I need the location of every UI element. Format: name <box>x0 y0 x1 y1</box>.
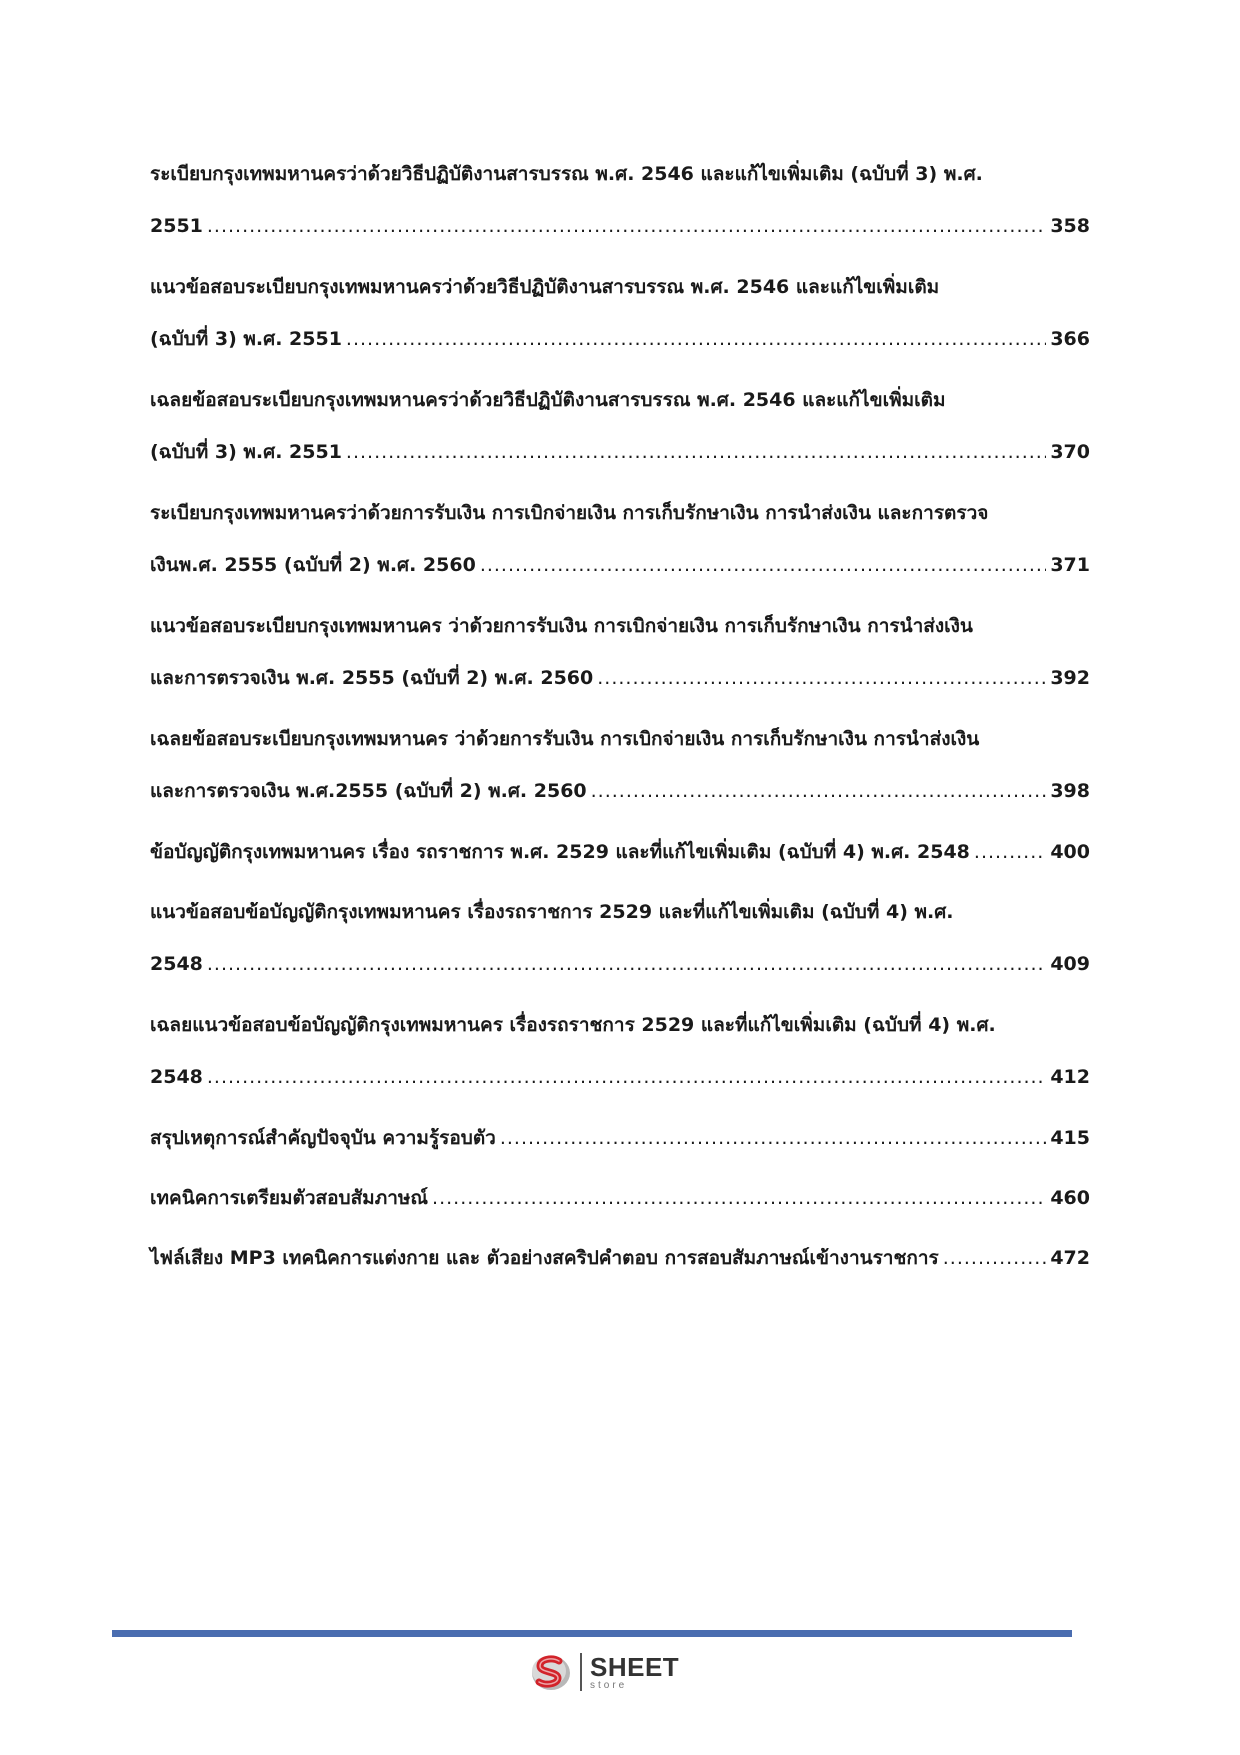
toc-page-number: 392 <box>1050 667 1090 689</box>
toc-page-number: 370 <box>1050 441 1090 463</box>
toc-entry-title: เฉลยข้อสอบระเบียบกรุงเทพมหานคร ว่าด้วยการรับเงิน การเบิกจ่ายเงิน การเก็บรักษาเงิน การนำส่งเงิน <box>150 728 980 750</box>
dot-leader <box>974 826 1046 878</box>
logo-divider <box>580 1653 582 1691</box>
footer-divider <box>112 1630 1072 1637</box>
toc-entry-title-cont: เงินพ.ศ. 2555 (ฉบับที่ 2) พ.ศ. 2560 <box>150 554 476 576</box>
toc-page-number: 366 <box>1050 328 1090 350</box>
toc-entry-title: เฉลยข้อสอบระเบียบกรุงเทพมหานครว่าด้วยวิธีปฏิบัติงานสารบรรณ พ.ศ. 2546 และแก้ไขเพิ่มเติม <box>150 389 946 411</box>
toc-page-number: 371 <box>1050 554 1090 576</box>
dot-leader <box>432 1172 1046 1224</box>
toc-entry-title: ข้อบัญญัติกรุงเทพมหานคร เรื่อง รถราชการ พ.ศ. 2529 และที่แก้ไขเพิ่มเติม (ฉบับที่ 4) พ.ศ. 2548 <box>150 841 970 863</box>
toc-entry[interactable] <box>150 826 1090 878</box>
toc-entry-title-cont: (ฉบับที่ 3) พ.ศ. 2551 <box>150 328 342 350</box>
table-of-contents <box>150 148 1090 1292</box>
toc-entry[interactable] <box>150 1232 1090 1284</box>
toc-entry-title: เฉลยแนวข้อสอบข้อบัญญัติกรุงเทพมหานคร เรื่องรถราชการ 2529 และที่แก้ไขเพิ่มเติม (ฉบับที่ 4) พ.ศ. <box>150 1014 996 1036</box>
toc-page-number: 415 <box>1050 1127 1090 1149</box>
toc-entry-title: ระเบียบกรุงเทพมหานครว่าด้วยการรับเงิน การเบิกจ่ายเงิน การเก็บรักษาเงิน การนำส่งเงิน และการตรวจ <box>150 502 989 524</box>
toc-page-number: 412 <box>1050 1066 1090 1088</box>
toc-page-number: 472 <box>1050 1247 1090 1269</box>
toc-page-number: 400 <box>1050 841 1090 863</box>
dot-leader <box>207 938 1046 990</box>
toc-page-number: 398 <box>1050 780 1090 802</box>
toc-entry-title-cont: 2548 <box>150 953 203 975</box>
dot-leader <box>346 313 1046 365</box>
toc-entry[interactable] <box>150 374 1090 478</box>
toc-entry[interactable] <box>150 999 1090 1103</box>
toc-entry[interactable] <box>150 713 1090 817</box>
dot-leader <box>207 1051 1046 1103</box>
toc-entry-title-cont: (ฉบับที่ 3) พ.ศ. 2551 <box>150 441 342 463</box>
toc-entry-title: สรุปเหตุการณ์สำคัญปัจจุบัน ความรู้รอบตัว <box>150 1127 496 1149</box>
toc-entry-title: แนวข้อสอบข้อบัญญัติกรุงเทพมหานคร เรื่องรถราชการ 2529 และที่แก้ไขเพิ่มเติม (ฉบับที่ 4) พ.ศ. <box>150 901 954 923</box>
toc-entry-title: แนวข้อสอบระเบียบกรุงเทพมหานคร ว่าด้วยการรับเงิน การเบิกจ่ายเงิน การเก็บรักษาเงิน การนำส่งเงิน <box>150 615 973 637</box>
toc-entry-title-cont: และการตรวจเงิน พ.ศ. 2555 (ฉบับที่ 2) พ.ศ. 2560 <box>150 667 594 689</box>
dot-leader <box>597 652 1046 704</box>
toc-page-number: 358 <box>1050 215 1090 237</box>
toc-entry-title: ไฟล์เสียง MP3 เทคนิคการแต่งกาย และ ตัวอย่างสคริปคำตอบ การสอบสัมภาษณ์เข้างานราชการ <box>150 1247 939 1269</box>
toc-entry[interactable] <box>150 261 1090 365</box>
toc-page-number: 460 <box>1050 1187 1090 1209</box>
toc-page-number: 409 <box>1050 953 1090 975</box>
toc-entry-title-cont: และการตรวจเงิน พ.ศ.2555 (ฉบับที่ 2) พ.ศ. 2560 <box>150 780 587 802</box>
toc-entry[interactable] <box>150 600 1090 704</box>
logo-main-text: SHEET <box>590 1651 680 1682</box>
toc-entry[interactable] <box>150 886 1090 990</box>
toc-entry-title-cont: 2551 <box>150 215 203 237</box>
toc-entry[interactable] <box>150 148 1090 252</box>
dot-leader <box>943 1232 1047 1284</box>
dot-leader <box>500 1112 1046 1164</box>
dot-leader <box>207 200 1046 252</box>
toc-entry-title: ระเบียบกรุงเทพมหานครว่าด้วยวิธีปฏิบัติงานสารบรรณ พ.ศ. 2546 และแก้ไขเพิ่มเติม (ฉบับที่ 3) พ.ศ. <box>150 163 983 185</box>
toc-entry-title: เทคนิคการเตรียมตัวสอบสัมภาษณ์ <box>150 1187 429 1209</box>
logo-sub-text: store <box>590 1679 628 1691</box>
sheet-store-s-logo-icon <box>528 1649 574 1695</box>
toc-entry-title: แนวข้อสอบระเบียบกรุงเทพมหานครว่าด้วยวิธีปฏิบัติงานสารบรรณ พ.ศ. 2546 และแก้ไขเพิ่มเติม <box>150 276 940 298</box>
dot-leader <box>591 765 1047 817</box>
dot-leader <box>480 539 1047 591</box>
dot-leader <box>346 426 1046 478</box>
toc-entry-title-cont: 2548 <box>150 1066 203 1088</box>
toc-entry[interactable] <box>150 1112 1090 1164</box>
toc-entry[interactable] <box>150 487 1090 591</box>
sheet-store-logo <box>528 1647 679 1697</box>
toc-entry[interactable] <box>150 1172 1090 1224</box>
logo-wordmark <box>590 1651 680 1691</box>
